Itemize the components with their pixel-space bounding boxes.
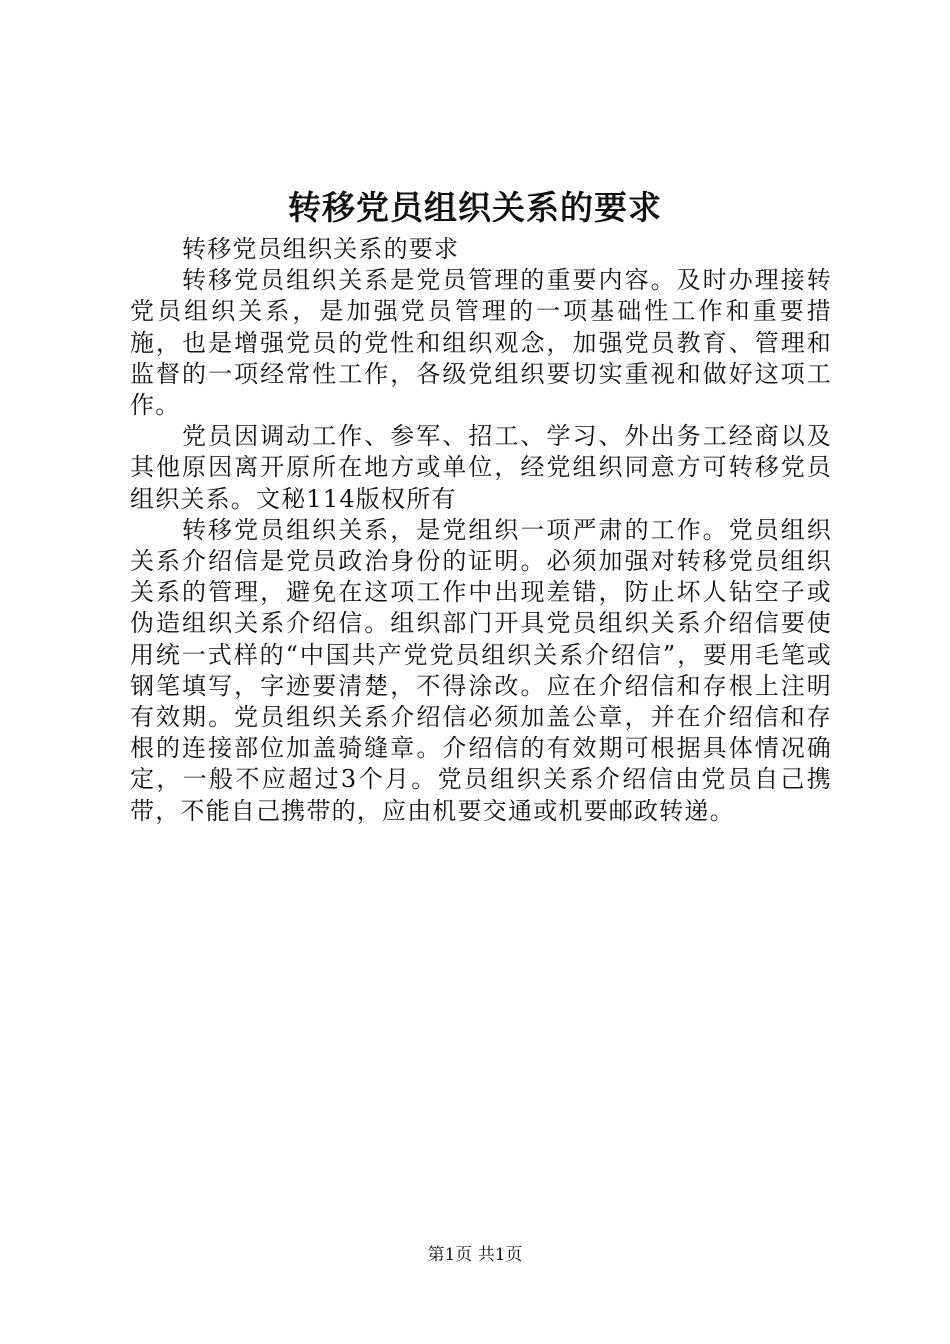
paragraph-2: 党员因调动工作、参军、招工、学习、外出务工经商以及其他原因离开原所在地方或单位，经党组织同意方可转移党员组织关系。文秘114版权所有 (130, 422, 832, 513)
document-title: 转移党员组织关系的要求 (288, 188, 662, 227)
paragraph-3: 转移党员组织关系，是党组织一项严肃的工作。党员组织关系介绍信是党员政治身份的证明。必须加强对转移党员组织关系的管理，避免在这项工作中出现差错，防止坏人钻空子或伪造组织关系介绍信。组织部门开具党员组织关系介绍信要使用统一式样的“中国共产党党员组织关系介绍信”，要用毛笔或钢笔填写，字迹要清楚，不得涂改。应在介绍信和存根上注明有效期。党员组织关系介绍信必须加盖公章，并在介绍信和存根的连接部位加盖骑缝章。介绍信的有效期可根据具体情况确定，一般不应超过3个月。党员组织关系介绍信由党员自己携带，不能自己携带的，应由机要交通或机要邮政转递。 (130, 515, 832, 825)
paragraph-1: 转移党员组织关系是党员管理的重要内容。及时办理接转党员组织关系，是加强党员管理的一项基础性工作和重要措施，也是增强党员的党性和组织观念，加强党员教育、管理和监督的一项经常性工作，各级党组织要切实重视和做好这项工作。 (130, 266, 832, 420)
paragraph-subtitle: 转移党员组织关系的要求 (182, 235, 460, 263)
page-footer: 第1页 共1页 (427, 1245, 523, 1265)
document-body (130, 234, 832, 827)
